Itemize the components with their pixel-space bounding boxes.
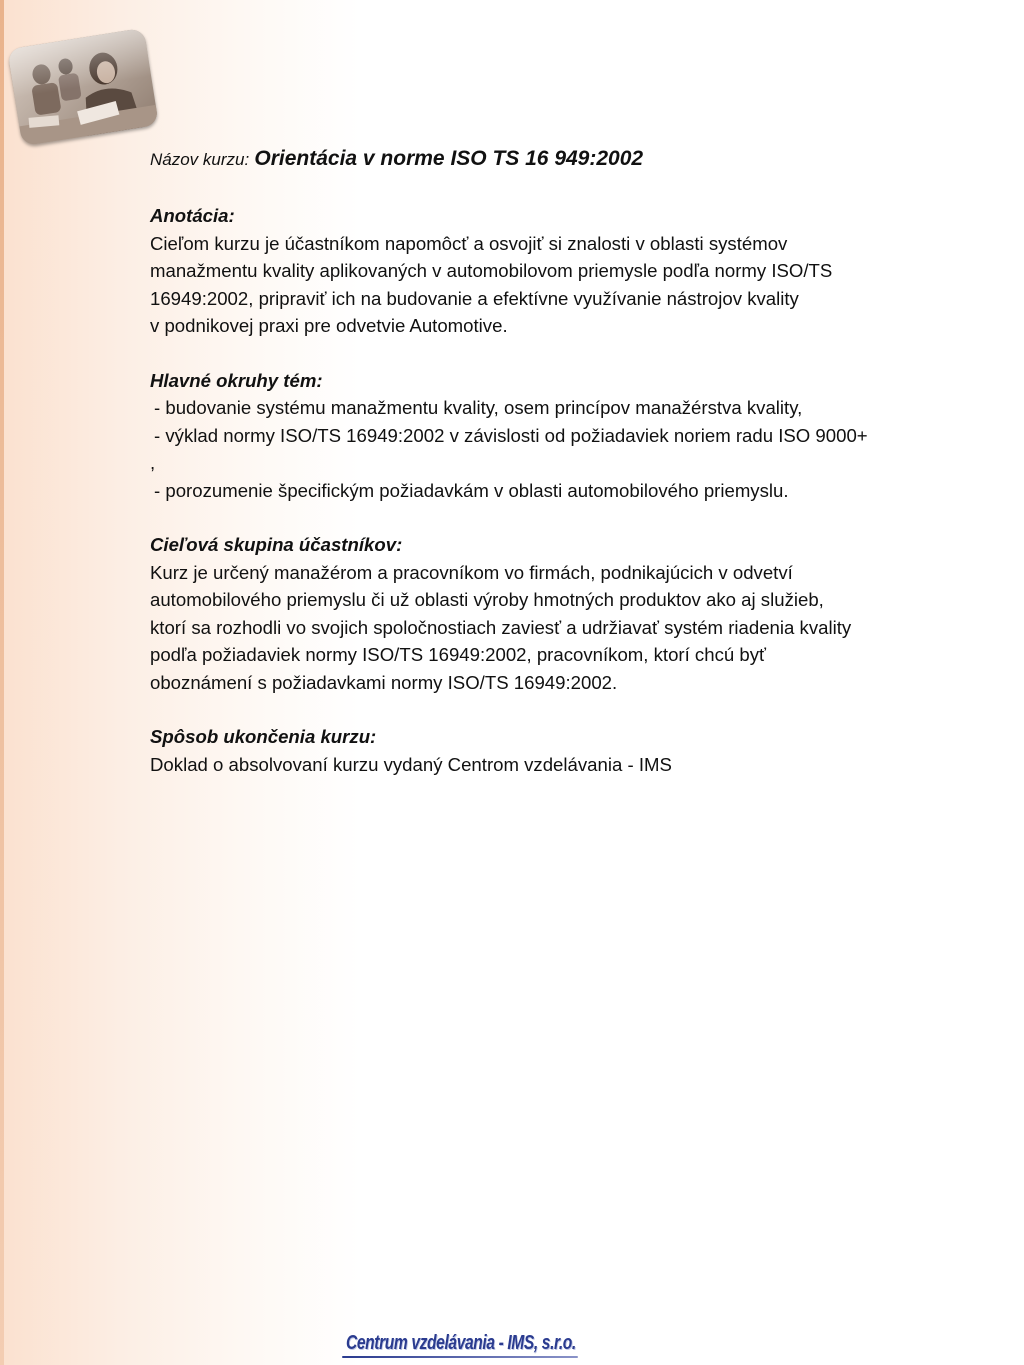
audience-line: oboznámení s požiadavkami normy ISO/TS 16949:2002. (150, 671, 618, 693)
topic-item: - budovanie systému manažmentu kvality, osem princípov manažérstva kvality, (154, 397, 803, 418)
completion-heading: Spôsob ukončenia kurzu: (150, 726, 377, 747)
audience-line: podľa požiadaviek normy ISO/TS 16949:2002, pracovníkom, ktorí chcú byť (150, 644, 766, 665)
topics-section (150, 367, 950, 505)
annotation-line: v podnikovej praxi pre odvetvie Automotive. (150, 315, 508, 336)
annotation-heading: Anotácia: (150, 205, 235, 226)
left-accent-stripe (0, 0, 4, 1365)
course-title-name: Orientácia v norme ISO TS 16 949:2002 (254, 147, 644, 170)
audience-line: automobilového priemyslu či už oblasti výroby hmotných produktov ako aj služieb, (150, 589, 824, 610)
course-title (150, 144, 950, 175)
audience-heading: Cieľová skupina účastníkov: (150, 534, 403, 555)
annotation-line: Cieľom kurzu je účastníkom napomôcť a osvojiť si znalosti v oblasti systémov (150, 232, 788, 254)
topics-heading: Hlavné okruhy tém: (150, 369, 323, 391)
topic-item-continuation: , (150, 452, 156, 473)
annotation-line: 16949:2002, pripraviť ich na budovanie a efektívne využívanie nástrojov kvality (150, 287, 799, 309)
annotation-line: manažmentu kvality aplikovaných v automobilovom priemysle podľa normy ISO/TS (150, 260, 833, 281)
audience-section (150, 531, 950, 696)
course-description (150, 140, 950, 778)
footer-logo (338, 1330, 588, 1362)
annotation-section (150, 202, 950, 340)
course-title-label: Názov kurzu: (150, 150, 250, 169)
audience-line: ktorí sa rozhodli vo svojich spoločnostiach zaviesť a udržiavať systém riadenia kvality (150, 616, 852, 638)
topic-item: - výklad normy ISO/TS 16949:2002 v závislosti od požiadaviek noriem radu ISO 9000+ (154, 424, 868, 446)
footer-logo-text: Centrum vzdelávania - IMS, s.r.o. (346, 1332, 576, 1354)
topic-item: - porozumenie špecifickým požiadavkám v oblasti automobilového priemyslu. (154, 479, 789, 501)
audience-line: Kurz je určený manažérom a pracovníkom vo firmách, podnikajúcich v odvetví (150, 561, 793, 583)
completion-line: Doklad o absolvovaní kurzu vydaný Centrom vzdelávania - IMS (150, 753, 672, 775)
footer-logo-underline (342, 1356, 578, 1358)
completion-section (150, 723, 950, 778)
